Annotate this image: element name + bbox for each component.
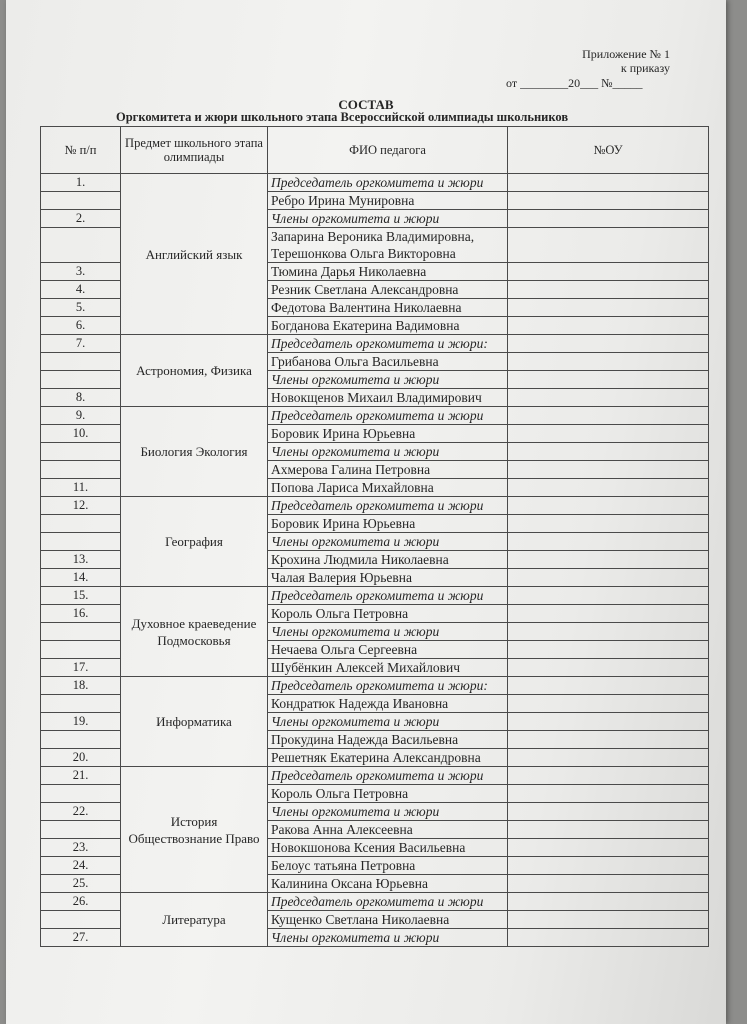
school-cell — [508, 803, 709, 821]
teacher-name: Прокудина Надежда Васильевна — [268, 731, 508, 749]
school-cell — [508, 659, 709, 677]
teacher-name: Новокшонова Ксения Васильевна — [268, 839, 508, 857]
subject-cell: Биология Экология — [121, 407, 268, 497]
table-row — [41, 335, 709, 353]
row-number — [41, 371, 121, 389]
document-title: СОСТАВ — [338, 97, 394, 112]
row-number: 12. — [41, 497, 121, 515]
row-number — [41, 731, 121, 749]
school-cell — [508, 335, 709, 353]
role-label: Члены оргкомитета и жюри — [268, 713, 508, 731]
row-number: 11. — [41, 479, 121, 497]
table-row — [41, 407, 709, 425]
school-cell — [508, 623, 709, 641]
teacher-name: Белоус татьяна Петровна — [268, 857, 508, 875]
school-cell — [508, 821, 709, 839]
row-number: 7. — [41, 335, 121, 353]
teacher-name: Богданова Екатерина Вадимовна — [268, 317, 508, 335]
teacher-name: Грибанова Ольга Васильевна — [268, 353, 508, 371]
teacher-name: Новокщенов Михаил Владимирович — [268, 389, 508, 407]
subject-cell: История Обществознание Право — [121, 767, 268, 893]
table-row — [41, 893, 709, 911]
row-number — [41, 533, 121, 551]
document-subtitle: Оргкомитета и жюри школьного этапа Всероссийской олимпиады школьников — [116, 110, 569, 124]
row-number — [41, 515, 121, 533]
row-number — [41, 911, 121, 929]
appendix-line-2: к приказу — [620, 61, 670, 75]
row-number: 6. — [41, 317, 121, 335]
row-number: 16. — [41, 605, 121, 623]
order-line: от ________20___ №_____ — [506, 76, 643, 90]
row-number: 24. — [41, 857, 121, 875]
school-cell — [508, 749, 709, 767]
subject-cell: Английский язык — [121, 174, 268, 335]
subject-cell: Информатика — [121, 677, 268, 767]
teacher-name: Ахмерова Галина Петровна — [268, 461, 508, 479]
school-cell — [508, 371, 709, 389]
school-cell — [508, 605, 709, 623]
role-label: Члены оргкомитета и жюри — [268, 371, 508, 389]
row-number: 1. — [41, 174, 121, 192]
role-label: Члены оргкомитета и жюри — [268, 623, 508, 641]
teacher-name: Федотова Валентина Николаевна — [268, 299, 508, 317]
role-label: Члены оргкомитета и жюри — [268, 929, 508, 947]
row-number: 19. — [41, 713, 121, 731]
row-number — [41, 192, 121, 210]
school-cell — [508, 839, 709, 857]
table-row — [41, 587, 709, 605]
table-row — [41, 677, 709, 695]
row-number — [41, 695, 121, 713]
row-number: 10. — [41, 425, 121, 443]
table-row — [41, 767, 709, 785]
table-row — [41, 174, 709, 192]
teacher-name: Ребро Ирина Мунировна — [268, 192, 508, 210]
column-header-number: № п/п — [41, 127, 121, 174]
row-number: 25. — [41, 875, 121, 893]
school-cell — [508, 263, 709, 281]
teacher-name: Запарина Вероника Владимировна, Терешонкова Ольга Викторовна — [268, 228, 508, 263]
row-number — [41, 461, 121, 479]
school-cell — [508, 785, 709, 803]
row-number: 17. — [41, 659, 121, 677]
row-number: 4. — [41, 281, 121, 299]
school-cell — [508, 929, 709, 947]
teacher-name: Боровик Ирина Юрьевна — [268, 515, 508, 533]
row-number: 20. — [41, 749, 121, 767]
school-cell — [508, 533, 709, 551]
school-cell — [508, 479, 709, 497]
row-number: 8. — [41, 389, 121, 407]
row-number: 2. — [41, 210, 121, 228]
teacher-name: Калинина Оксана Юрьевна — [268, 875, 508, 893]
teacher-name: Боровик Ирина Юрьевна — [268, 425, 508, 443]
subject-cell: Духовное краеведение Подмосковья — [121, 587, 268, 677]
appendix-header — [582, 47, 670, 75]
table-body — [41, 174, 709, 947]
teacher-name: Кондратюк Надежда Ивановна — [268, 695, 508, 713]
table-row — [41, 497, 709, 515]
school-cell — [508, 515, 709, 533]
role-label: Члены оргкомитета и жюри — [268, 443, 508, 461]
column-header-subject: Предмет школьного этапа олимпиады — [121, 127, 268, 174]
school-cell — [508, 677, 709, 695]
school-cell — [508, 425, 709, 443]
teacher-name: Ракова Анна Алексеевна — [268, 821, 508, 839]
school-cell — [508, 281, 709, 299]
table-header-row — [41, 127, 709, 174]
teacher-name: Король Ольга Петровна — [268, 605, 508, 623]
role-label: Члены оргкомитета и жюри — [268, 210, 508, 228]
school-cell — [508, 911, 709, 929]
role-label: Председатель оргкомитета и жюри — [268, 893, 508, 911]
school-cell — [508, 299, 709, 317]
role-label: Председатель оргкомитета и жюри — [268, 407, 508, 425]
role-label: Председатель оргкомитета и жюри: — [268, 677, 508, 695]
role-label: Председатель оргкомитета и жюри: — [268, 335, 508, 353]
row-number — [41, 623, 121, 641]
school-cell — [508, 767, 709, 785]
school-cell — [508, 174, 709, 192]
school-cell — [508, 731, 709, 749]
subject-cell: Литература — [121, 893, 268, 947]
school-cell — [508, 317, 709, 335]
school-cell — [508, 353, 709, 371]
column-header-school: №ОУ — [508, 127, 709, 174]
school-cell — [508, 551, 709, 569]
subject-cell: География — [121, 497, 268, 587]
row-number — [41, 443, 121, 461]
teacher-name: Кущенко Светлана Николаевна — [268, 911, 508, 929]
teacher-name: Шубёнкин Алексей Михайлович — [268, 659, 508, 677]
teacher-name: Попова Лариса Михайловна — [268, 479, 508, 497]
row-number: 26. — [41, 893, 121, 911]
role-label: Председатель оргкомитета и жюри — [268, 587, 508, 605]
role-label: Члены оргкомитета и жюри — [268, 533, 508, 551]
row-number — [41, 641, 121, 659]
teacher-name: Резник Светлана Александровна — [268, 281, 508, 299]
school-cell — [508, 587, 709, 605]
school-cell — [508, 713, 709, 731]
school-cell — [508, 192, 709, 210]
role-label: Члены оргкомитета и жюри — [268, 803, 508, 821]
school-cell — [508, 443, 709, 461]
row-number: 23. — [41, 839, 121, 857]
row-number: 13. — [41, 551, 121, 569]
appendix-line-1: Приложение № 1 — [582, 47, 670, 61]
school-cell — [508, 461, 709, 479]
school-cell — [508, 497, 709, 515]
school-cell — [508, 210, 709, 228]
teacher-name: Решетняк Екатерина Александровна — [268, 749, 508, 767]
row-number — [41, 785, 121, 803]
school-cell — [508, 389, 709, 407]
teacher-name: Король Ольга Петровна — [268, 785, 508, 803]
teacher-name: Чалая Валерия Юрьевна — [268, 569, 508, 587]
row-number — [41, 821, 121, 839]
column-header-fio: ФИО педагога — [268, 127, 508, 174]
school-cell — [508, 228, 709, 263]
subject-cell: Астрономия, Физика — [121, 335, 268, 407]
document-page — [6, 0, 726, 1024]
school-cell — [508, 857, 709, 875]
row-number: 3. — [41, 263, 121, 281]
school-cell — [508, 407, 709, 425]
school-cell — [508, 695, 709, 713]
role-label: Председатель оргкомитета и жюри — [268, 497, 508, 515]
row-number: 21. — [41, 767, 121, 785]
row-number: 15. — [41, 587, 121, 605]
school-cell — [508, 569, 709, 587]
row-number: 14. — [41, 569, 121, 587]
school-cell — [508, 641, 709, 659]
row-number: 27. — [41, 929, 121, 947]
role-label: Председатель оргкомитета и жюри — [268, 767, 508, 785]
school-cell — [508, 893, 709, 911]
row-number: 9. — [41, 407, 121, 425]
teacher-name: Нечаева Ольга Сергеевна — [268, 641, 508, 659]
committee-table — [40, 126, 709, 947]
row-number: 18. — [41, 677, 121, 695]
teacher-name: Тюмина Дарья Николаевна — [268, 263, 508, 281]
school-cell — [508, 875, 709, 893]
role-label: Председатель оргкомитета и жюри — [268, 174, 508, 192]
teacher-name: Крохина Людмила Николаевна — [268, 551, 508, 569]
row-number: 22. — [41, 803, 121, 821]
row-number — [41, 228, 121, 263]
row-number: 5. — [41, 299, 121, 317]
row-number — [41, 353, 121, 371]
